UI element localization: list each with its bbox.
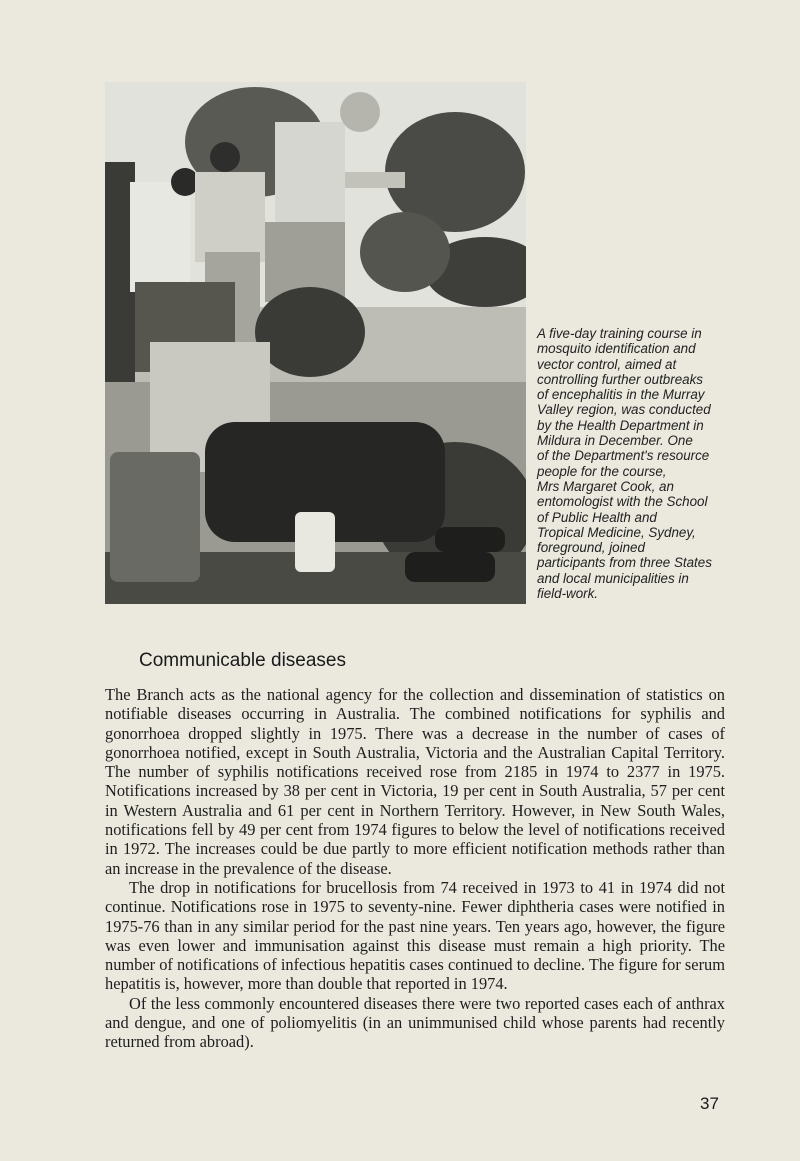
paragraph: The Branch acts as the national agency for the collection and dissemination of statistics on notifiable diseases occurring in Australia. The combined notifications for syphilis and gonorrhoea dropped slightly in 1975. There was a decrease in the number of cases of gonorrhoea notified, except in South Australia, Victoria and the Australian Capital Territory. The number of syphilis notifications received rose from 2185 in 1974 to 2377 in 1975. Notifications increased by 38 per cent in Victoria, 19 per cent in South Australia, 57 per cent in Western Australia and 61 per cent in Northern Territory. However, in New South Wales, notifications fell by 49 per cent from 1974 figures to below the level of notifications received in 1972. The increases could be due partly to more efficient notification methods rather than an increase in the prevalence of the disease. bbox=[105, 685, 725, 878]
caption-line: foreground, joined bbox=[537, 540, 645, 556]
photo-illustration bbox=[105, 82, 526, 604]
paragraph: Of the less commonly encountered diseases there were two reported cases each of anthrax and dengue, and one of poliomyelitis (in an unimmunised child whose parents had recently returned from abroad). bbox=[105, 993, 725, 1052]
caption-line: of encephalitis in the Murray bbox=[537, 387, 705, 403]
caption-line: Tropical Medicine, Sydney, bbox=[537, 524, 696, 540]
caption-line: vector control, aimed at bbox=[537, 356, 677, 372]
caption-line: Mrs Margaret Cook, an bbox=[537, 478, 674, 494]
caption-line: by the Health Department in bbox=[537, 417, 704, 433]
caption-line: Mildura in December. One bbox=[537, 433, 693, 449]
paragraph: The drop in notifications for brucellosis from 74 received in 1973 to 41 in 1974 did not continue. Notifications rose in 1975 to seventy-nine. Fewer diphtheria cases were notified in 1975-76 than in any similar period for the past nine years. Ten years ago, however, the figure was even lower and immunisation against this disease must remain a high priority. The number of notifications of infectious hepatitis cases continued to decline. The figure for serum hepatitis is, however, more than double that reported in 1974. bbox=[105, 877, 725, 994]
body-text bbox=[105, 685, 725, 1052]
caption-line: field-work. bbox=[537, 586, 599, 602]
caption-line: participants from three States bbox=[537, 555, 712, 571]
section-title: Communicable diseases bbox=[139, 650, 346, 671]
caption-line: of Public Health and bbox=[537, 509, 657, 525]
caption-line: mosquito identification and bbox=[537, 341, 696, 357]
page-number: 37 bbox=[700, 1094, 719, 1113]
caption-line: Valley region, was conducted bbox=[537, 402, 711, 418]
caption-line: controlling further outbreaks bbox=[537, 371, 703, 387]
training-course-photo bbox=[105, 82, 526, 604]
caption-line: entomologist with the School bbox=[537, 494, 708, 510]
caption-line: and local municipalities in bbox=[537, 570, 689, 586]
caption-line: A five-day training course in bbox=[537, 326, 702, 341]
caption-line: people for the course, bbox=[537, 463, 667, 479]
photo-caption bbox=[537, 326, 737, 601]
caption-line: of the Department's resource bbox=[537, 448, 710, 464]
